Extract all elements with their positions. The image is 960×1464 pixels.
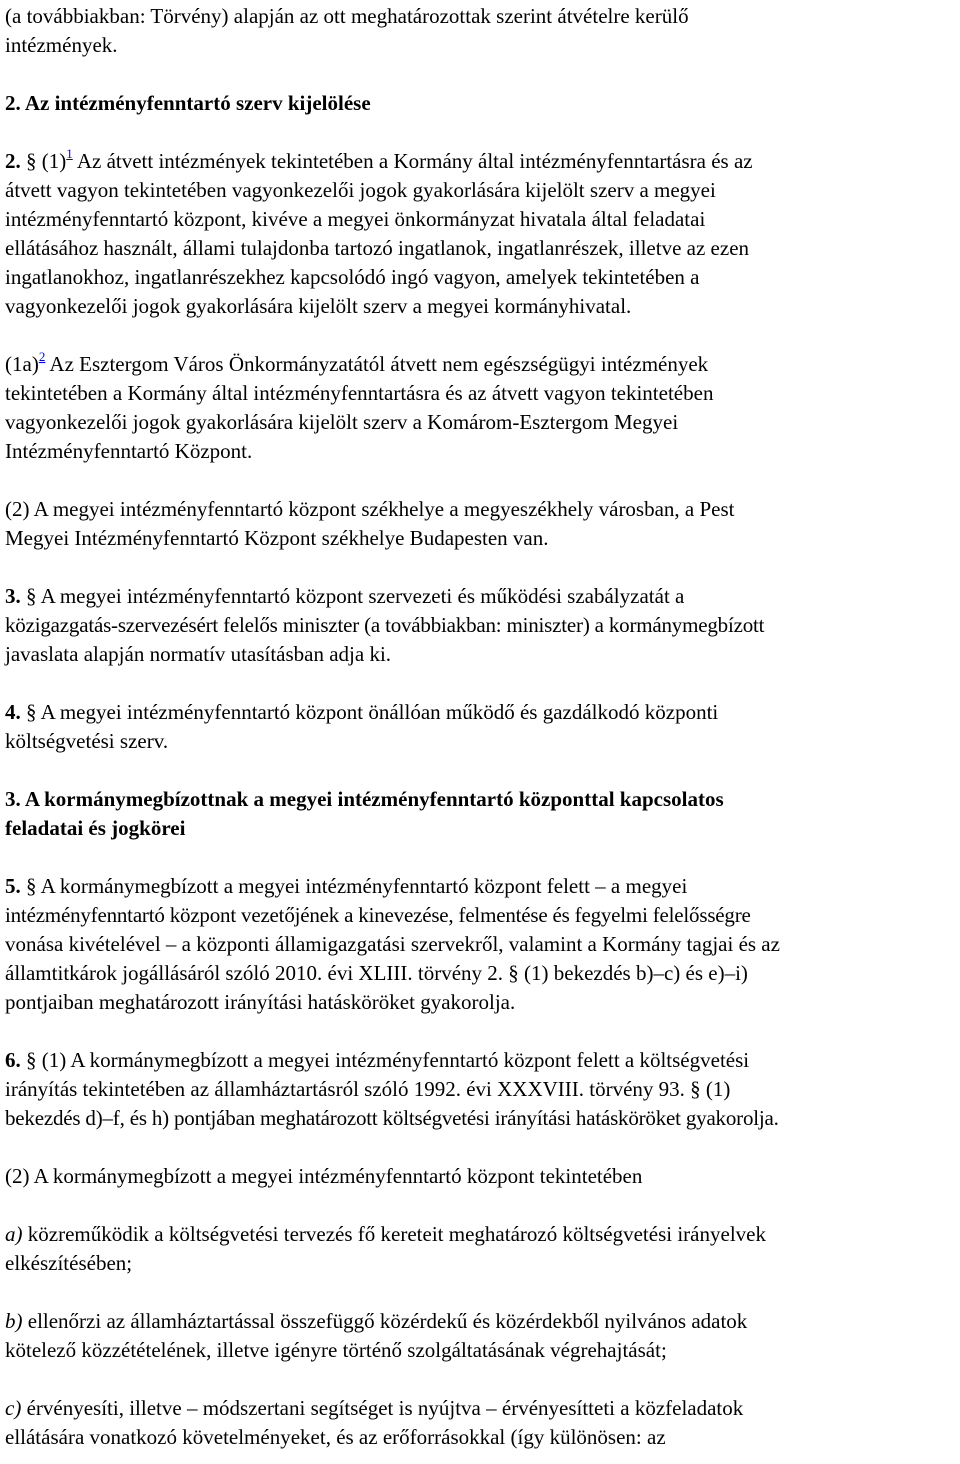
text-line: ellátására vonatkozó követelményeket, és az erőforrásokkal (így különösen: az xyxy=(5,1425,666,1449)
section-heading-2: 2. Az intézményfenntartó szerv kijelölése xyxy=(5,91,371,115)
point-letter: a) xyxy=(5,1222,23,1246)
text-line xyxy=(5,1046,960,1075)
text-line: költségvetési szerv. xyxy=(5,729,169,753)
text-line xyxy=(5,1394,960,1423)
paragraph-2-1a xyxy=(5,350,960,466)
text-line: vagyonkezelői jogok gyakorlására kijelölt szerv a Komárom-Esztergom Megyei xyxy=(5,410,679,434)
text-run: Az átvett intézmények tekintetében a Kormány által intézményfenntartásra és az xyxy=(76,149,753,173)
paragraph-2-1 xyxy=(5,147,960,321)
text-line: államtitkárok jogállásáról szóló 2010. évi XLIII. törvény 2. § (1) bekezdés b)–c) és e)–i) xyxy=(5,961,748,985)
section-sign: § xyxy=(26,584,37,608)
text-run: közreműködik a költségvetési tervezés fő kereteit meghatározó költségvetési irányelvek xyxy=(27,1222,766,1246)
text-line xyxy=(5,872,960,901)
point-letter: b) xyxy=(5,1309,23,1333)
paragraph-4 xyxy=(5,698,960,756)
text-line: közigazgatás-szervezésért felelős miniszter (a továbbiakban: miniszter) a kormánymegbízott xyxy=(5,613,765,637)
paragraph-number: 2. xyxy=(5,149,21,173)
footnote-link-1[interactable]: 1 xyxy=(66,146,73,161)
paragraph-number: 4. xyxy=(5,700,21,724)
point-letter: c) xyxy=(5,1396,22,1420)
section-sign: § xyxy=(26,149,37,173)
point-b xyxy=(5,1307,960,1365)
text-line: irányítás tekintetében az államháztartásról szóló 1992. évi XXXVIII. törvény 93. § (1) xyxy=(5,1077,731,1101)
point-c xyxy=(5,1394,960,1452)
text-line: tekintetében a Kormány által intézményfenntartásra és az átvett vagyon tekintetében xyxy=(5,381,714,405)
subparagraph-label: (1a) xyxy=(5,352,39,376)
section-sign: § xyxy=(26,874,37,898)
text-line xyxy=(5,1307,960,1336)
paragraph-3 xyxy=(5,582,960,669)
text-line xyxy=(5,698,960,727)
text-line: Intézményfenntartó Központ. xyxy=(5,439,253,463)
section-sign: § xyxy=(26,700,37,724)
text-line: elkészítésében; xyxy=(5,1251,133,1275)
point-a xyxy=(5,1220,960,1278)
text-run: A megyei intézményfenntartó központ önállóan működő és gazdálkodó központi xyxy=(40,700,719,724)
text-line: bekezdés d)–f, és h) pontjában meghatározott költségvetési irányítási hatásköröket gyakorolja. xyxy=(5,1106,779,1130)
text-line: (2) A kormánymegbízott a megyei intézményfenntartó központ tekintetében xyxy=(5,1164,643,1188)
paragraph-number: 5. xyxy=(5,874,21,898)
text-line xyxy=(5,1220,960,1249)
text-run: érvényesíti, illetve – módszertani segítséget is nyújtva – érvényesítteti a közfeladatok xyxy=(26,1396,744,1420)
text-run: (1) A kormánymegbízott a megyei intézményfenntartó központ felett a költségvetési xyxy=(41,1048,750,1072)
section-heading-3 xyxy=(5,785,960,843)
text-line: (a továbbiakban: Törvény) alapján az ott meghatározottak szerint átvételre kerülő xyxy=(5,4,689,28)
text-run: Az Esztergom Város Önkormányzatától átvett nem egészségügyi intézmények xyxy=(49,352,709,376)
paragraph-6-2 xyxy=(5,1162,960,1191)
subparagraph-label: (1) xyxy=(41,149,67,173)
text-line: intézményfenntartó központ vezetőjének a kinevezése, felmentése és fegyelmi felelősségre xyxy=(5,903,751,927)
text-line: kötelező közzétételének, illetve igényre történő szolgáltatásának végrehajtását; xyxy=(5,1338,667,1362)
text-line: Megyei Intézményfenntartó Központ székhelye Budapesten van. xyxy=(5,526,549,550)
paragraph-2-2 xyxy=(5,495,960,553)
paragraph-5 xyxy=(5,872,960,1017)
text-line: vagyonkezelői jogok gyakorlására kijelölt szerv a megyei kormányhivatal. xyxy=(5,294,632,318)
text-line: javaslata alapján normatív utasításban adja ki. xyxy=(5,642,392,666)
paragraph-6-1 xyxy=(5,1046,960,1133)
intro-paragraph xyxy=(5,2,960,60)
text-line: intézmények. xyxy=(5,33,118,57)
heading-line: feladatai és jogkörei xyxy=(5,816,186,840)
text-line: pontjaiban meghatározott irányítási hatásköröket gyakorolja. xyxy=(5,990,516,1014)
text-line: intézményfenntartó központ, kivéve a megyei önkormányzat hivatala által feladatai xyxy=(5,207,706,231)
text-line: ellátásához használt, állami tulajdonba tartozó ingatlanok, ingatlanrészek, illetve az ezen xyxy=(5,236,750,260)
text-line: vonása kivételével – a központi államigazgatási szervekről, valamint a Kormány tagjai és az xyxy=(5,932,780,956)
text-line: átvett vagyon tekintetében vagyonkezelői jogok gyakorlására kijelölt szerv a megyei xyxy=(5,178,716,202)
text-line xyxy=(5,147,960,176)
paragraph-number: 6. xyxy=(5,1048,21,1072)
text-line: ingatlanokhoz, ingatlanrészekhez kapcsolódó ingó vagyon, amelyek tekintetében a xyxy=(5,265,700,289)
text-line xyxy=(5,582,960,611)
text-line: (2) A megyei intézményfenntartó központ székhelye a megyeszékhely városban, a Pest xyxy=(5,497,735,521)
heading-line: 3. A kormánymegbízottnak a megyei intézményfenntartó központtal kapcsolatos xyxy=(5,787,724,811)
text-run: ellenőrzi az államháztartással összefüggő közérdekű és közérdekből nyilvános adatok xyxy=(27,1309,748,1333)
section-sign: § xyxy=(26,1048,37,1072)
text-line xyxy=(5,350,960,379)
paragraph-number: 3. xyxy=(5,584,21,608)
text-run: A megyei intézményfenntartó központ szervezeti és működési szabályzatát a xyxy=(40,584,685,608)
text-run: A kormánymegbízott a megyei intézményfenntartó központ felett – a megyei xyxy=(40,874,688,898)
footnote-link-2[interactable]: 2 xyxy=(38,349,46,364)
